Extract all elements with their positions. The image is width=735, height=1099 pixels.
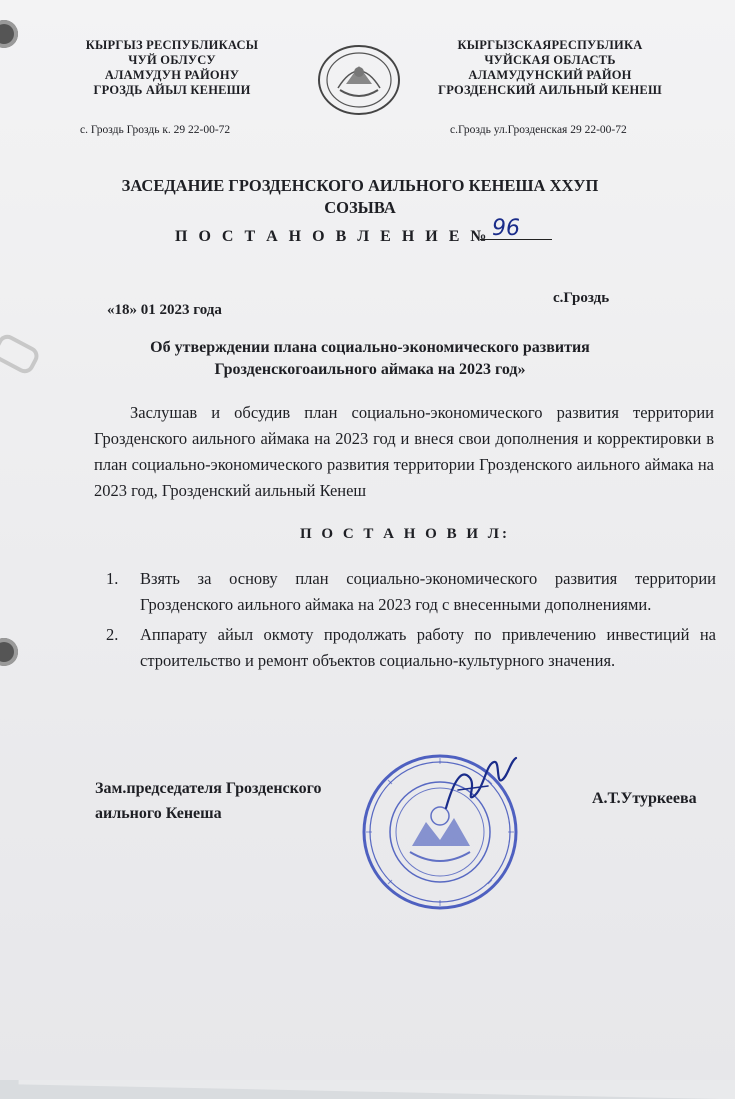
preamble-paragraph: Заслушав и обсудив план социально-экономического развития территории Грозденского аильного аймака на 2023 год и внеся свои дополнения и корректировки в план социально-экономического развития территории Грозденского аильного аймака на 2023 год, Грозденский аильный Кенеш <box>94 403 714 500</box>
signatory-name: А.Т.Утуркеева <box>592 790 697 807</box>
header-right-line: КЫРГЫЗСКАЯРЕСПУБЛИКА <box>457 38 643 52</box>
decision-list <box>96 566 716 678</box>
contact-left: с. Гроздь Гроздь к. 29 22-00-72 <box>80 124 231 136</box>
resolution-title: П О С Т А Н О В Л Е Н И Е № <box>175 228 490 245</box>
session-title: ЗАСЕДАНИЕ ГРОЗДЕНСКОГО АИЛЬНОГО КЕНЕША XXУП СОЗЫВА <box>121 176 599 217</box>
decision-item-number: 1. <box>106 569 119 588</box>
decision-item-text: Взять за основу план социально-экономического развития территории Грозденского аильного аймака на 2023 год с внесенными дополнениями. <box>140 569 716 614</box>
contact-right: с.Гроздь ул.Грозденская 29 22-00-72 <box>450 124 627 136</box>
signatory-title <box>95 776 322 826</box>
decision-item <box>96 622 716 674</box>
header-right-line: ГРОЗДЕНСКИЙ АИЛЬНЫЙ КЕНЕШ <box>438 83 662 97</box>
resolution-number: 96 <box>492 216 520 241</box>
binder-ring <box>0 331 42 376</box>
header-right-line: АЛАМУДУНСКИЙ РАЙОН <box>468 68 632 82</box>
signatory-title-line: аильного Кенеша <box>95 805 222 822</box>
header-left-line: КЫРГЫЗ РЕСПУБЛИКАСЫ <box>85 38 259 52</box>
decided-heading: П О С Т А Н О В И Л: <box>300 526 510 542</box>
decision-item-text: Аппарату айыл окмоту продолжать работу по привлечению инвестиций на строительство и ремонт объектов социально-культурного значения. <box>140 625 716 670</box>
punch-hole <box>0 638 18 666</box>
header-left-kyrgyz <box>62 38 282 98</box>
resolution-place: с.Гроздь <box>553 290 610 306</box>
resolution-date: «18» 01 2023 года <box>107 302 222 318</box>
state-emblem-icon <box>316 44 402 116</box>
header-right-russian <box>430 38 670 98</box>
header-left-line: ГРОЗДЬ АЙЫЛ КЕНЕШИ <box>93 83 251 97</box>
resolution-subject: Об утверждении плана социально-экономического развития Грозденскогоаильного аймака на 2023 год» <box>150 339 590 378</box>
header-right-line: ЧУЙСКАЯ ОБЛАСТЬ <box>484 53 616 67</box>
punch-hole <box>0 20 18 48</box>
handwritten-signature-icon <box>440 750 520 820</box>
decision-item <box>96 566 716 618</box>
header-left-line: АЛАМУДУН РАЙОНУ <box>104 68 240 82</box>
decision-item-number: 2. <box>106 625 119 644</box>
header-left-line: ЧУЙ ОБЛУСУ <box>128 53 216 67</box>
signatory-title-line: Зам.председателя Грозденского <box>95 780 322 797</box>
